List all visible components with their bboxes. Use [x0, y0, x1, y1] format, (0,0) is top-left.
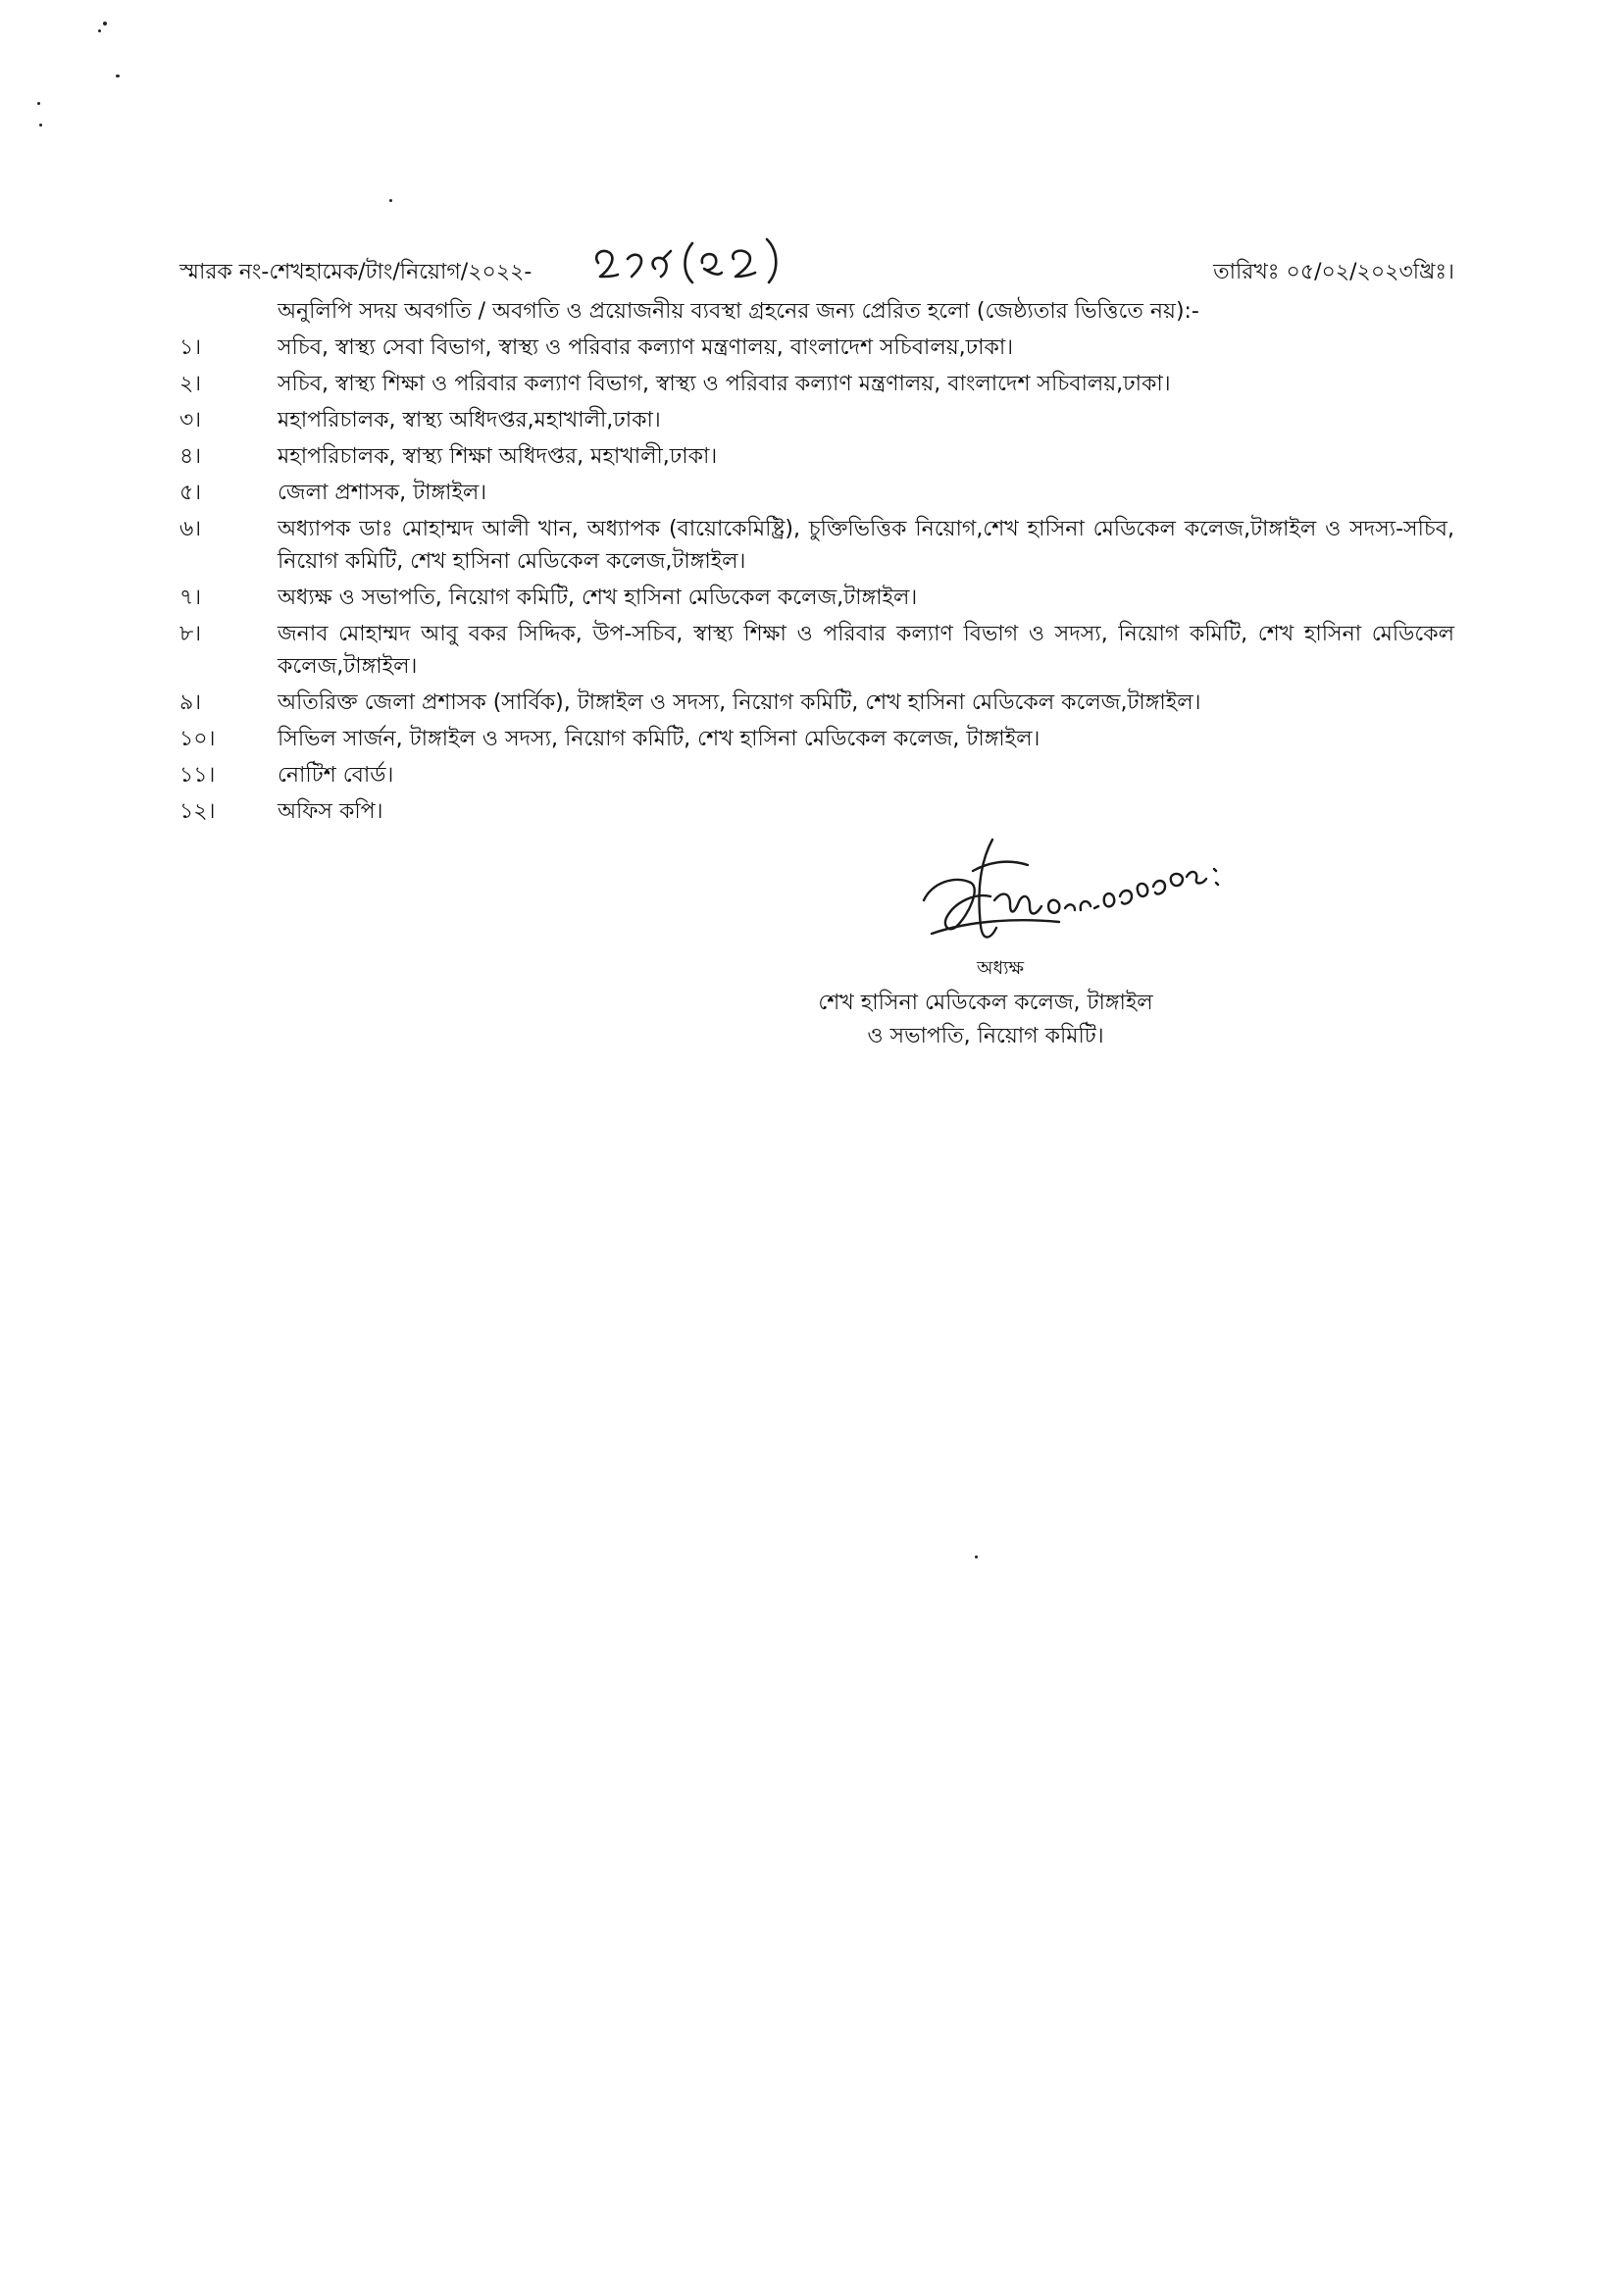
- memo-reference-line: [179, 233, 1454, 292]
- list-item-number: ১১।: [179, 763, 216, 788]
- list-item-number: ৩।: [179, 408, 202, 433]
- list-item-text: মহাপরিচালক, স্বাস্থ্য অধিদপ্তর,মহাখালী,ঢাকা।: [278, 408, 661, 433]
- list-item: [179, 368, 1454, 400]
- list-item: [179, 331, 1454, 364]
- list-item: [179, 795, 1454, 828]
- list-item: [179, 723, 1454, 755]
- list-item-text: অতিরিক্ত জেলা প্রশাসক (সার্বিক), টাঙ্গাইল ও সদস্য, নিয়োগ কমিটি, শেখ হাসিনা মেডিকেল কলেজ,টাঙ্গাইল।: [278, 690, 1201, 715]
- scan-speck: [103, 22, 107, 25]
- signer-title: অধ্যক্ষ: [976, 957, 1024, 979]
- scan-speck: [975, 1555, 978, 1558]
- list-item-number: ১০।: [179, 727, 216, 751]
- list-item-text: জেলা প্রশাসক, টাঙ্গাইল।: [278, 481, 487, 505]
- scan-speck: [39, 124, 42, 127]
- list-item: [179, 404, 1454, 436]
- list-item: [179, 513, 1454, 578]
- list-item-number: ৭।: [179, 586, 202, 610]
- memo-number-label: স্মারক নং-শেখহামেক/টাং/নিয়োগ/২০২২-: [179, 260, 533, 284]
- list-item-number: ৮।: [179, 622, 202, 646]
- list-item-number: ৪।: [179, 444, 202, 469]
- handwritten-memo-number-text: ২৭৮(১২): [586, 233, 591, 234]
- list-item-text: সিভিল সার্জন, টাঙ্গাইল ও সদস্য, নিয়োগ কমিটি, শেখ হাসিনা মেডিকেল কলেজ, টাঙ্গাইল।: [278, 727, 1040, 751]
- list-item-text: অধ্যক্ষ ও সভাপতি, নিয়োগ কমিটি, শেখ হাসিনা মেডিকেল কলেজ,টাঙ্গাইল।: [278, 586, 918, 610]
- scan-speck: [389, 199, 392, 202]
- signer-institution: শেখ হাসিনা মেডিকেল কলেজ, টাঙ্গাইল: [818, 991, 1153, 1015]
- list-item-number: ৬।: [179, 517, 202, 541]
- list-item-text: নোটিশ বোর্ড।: [278, 763, 394, 788]
- list-item-number: ২।: [179, 372, 202, 396]
- list-item-text: জনাব মোহাম্মদ আবু বকর সিদ্দিক, উপ-সচিব, স্বাস্থ্য শিক্ষা ও পরিবার কল্যাণ বিভাগ ও সদস্য, নিয়োগ কমিটি, শেখ হাসিনা মেডিকেল কলেজ,টাঙ্গাইল।: [278, 622, 1454, 679]
- list-item-number: ১।: [179, 335, 202, 360]
- list-item-number: ১২।: [179, 799, 216, 824]
- list-item: [179, 440, 1454, 473]
- list-item-text: অফিস কপি।: [278, 799, 383, 824]
- scan-speck: [98, 29, 101, 32]
- list-item: [179, 618, 1454, 683]
- distribution-list: [179, 331, 1454, 832]
- list-item: [179, 582, 1454, 614]
- list-item-number: ৯।: [179, 690, 202, 715]
- list-item: [179, 759, 1454, 791]
- distribution-intro: অনুলিপি সদয় অবগতি / অবগতি ও প্রয়োজনীয় ব্যবস্থা গ্রহনের জন্য প্রেরিত হলো (জেষ্ঠ্যতার ভিত্তিতে নয়):-: [278, 299, 1199, 324]
- list-item-text: মহাপরিচালক, স্বাস্থ্য শিক্ষা অধিদপ্তর, মহাখালী,ঢাকা।: [278, 444, 718, 469]
- signature-date-text: ০৫.০২.২০২৩ইং: [912, 832, 919, 833]
- list-item-text: সচিব, স্বাস্থ্য সেবা বিভাগ, স্বাস্থ্য ও পরিবার কল্যাণ মন্ত্রণালয়, বাংলাদেশ সচিবালয়,ঢাকা।: [278, 335, 1014, 360]
- handwritten-memo-number: [586, 233, 822, 292]
- list-item-number: ৫।: [179, 481, 202, 505]
- signer-committee-role: ও সভাপতি, নিয়োগ কমিটি।: [867, 1024, 1104, 1048]
- list-item: [179, 477, 1454, 509]
- signer-block: [765, 951, 1206, 1053]
- scan-speck: [116, 75, 120, 77]
- list-item-text: সচিব, স্বাস্থ্য শিক্ষা ও পরিবার কল্যাণ বিভাগ, স্বাস্থ্য ও পরিবার কল্যাণ মন্ত্রণালয়, বাংলাদেশ সচিবালয়,ঢাকা।: [278, 372, 1171, 396]
- list-item: [179, 687, 1454, 719]
- handwritten-signature: [912, 832, 1265, 959]
- memo-date: তারিখঃ ০৫/০২/২০২৩খ্রিঃ।: [1213, 260, 1454, 284]
- list-item-text: অধ্যাপক ডাঃ মোহাম্মদ আলী খান, অধ্যাপক (বায়োকেমিষ্ট্রি), চুক্তিভিত্তিক নিয়োগ,শেখ হাসিনা মেডিকেল কলেজ,টাঙ্গাইল ও সদস্য-সচিব, নিয়োগ কমিটি, শেখ হাসিনা মেডিকেল কলেজ,টাঙ্গাইল।: [278, 517, 1454, 574]
- scan-speck: [37, 102, 40, 105]
